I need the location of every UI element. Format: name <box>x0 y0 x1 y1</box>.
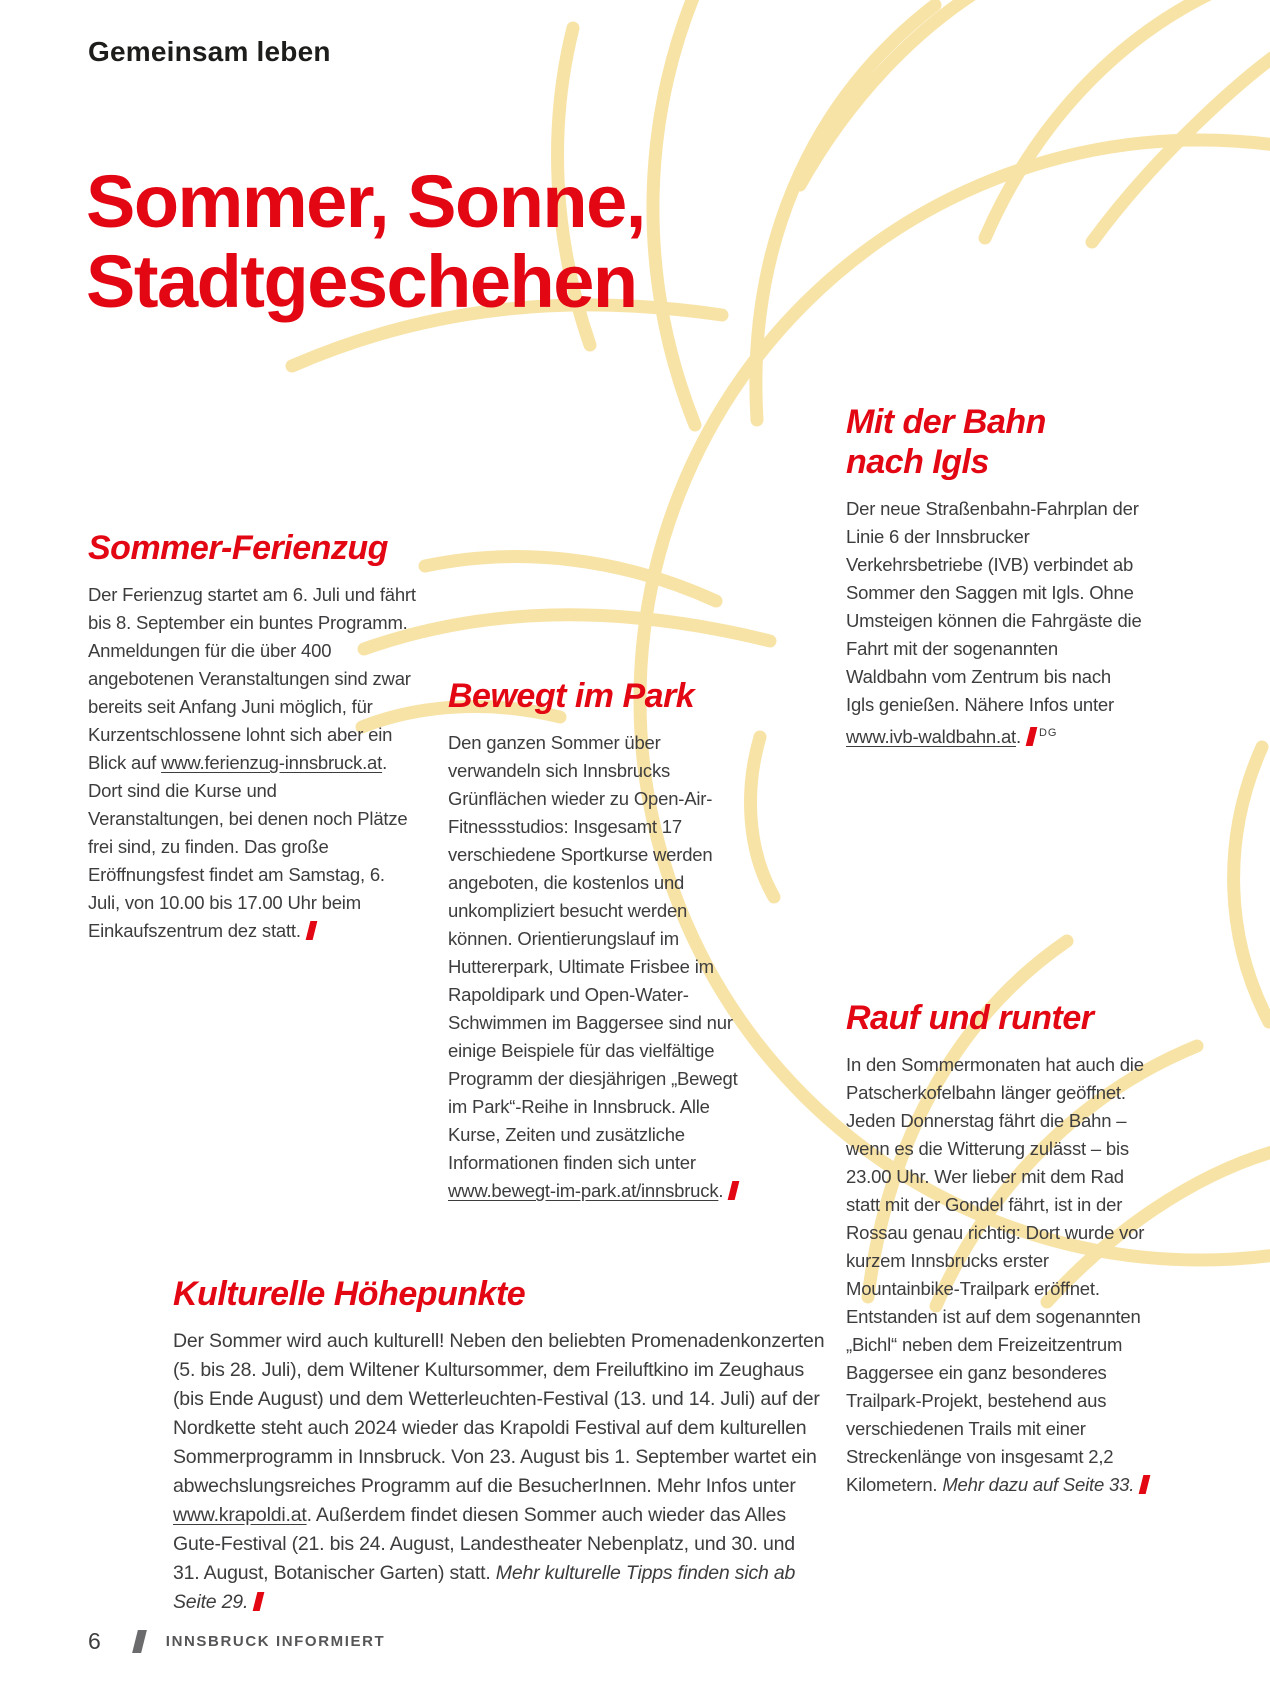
page-footer <box>88 1628 385 1655</box>
body-text: . Dort sind die Kurse und Veranstaltungen, bei denen noch Plätze frei sind, zu finden. Das große Eröffnungsfest findet am Samstag, 6. Juli, von 10.00 bis 17.00 Uhr beim Einkaufszentrum dez statt. <box>88 752 408 941</box>
link-ivb-waldbahn[interactable]: www.ivb-waldbahn.at <box>846 726 1016 747</box>
body-text: . <box>718 1180 724 1201</box>
body-text-italic: Mehr dazu auf Seite 33. <box>942 1474 1135 1495</box>
footer-divider <box>132 1630 147 1653</box>
article-body-bewegt <box>448 729 752 1205</box>
paragraph-end-mark <box>728 1181 740 1200</box>
page-number: 6 <box>88 1628 101 1654</box>
page-title-line1: Sommer, Sonne, <box>86 160 645 243</box>
body-text: Den ganzen Sommer über verwandeln sich Innsbrucks Grünflächen wieder zu Open-Air-Fitnessstudios: Insgesamt 17 verschiedene Sportkurse werden angeboten, die kostenlos und unkompliziert besucht werden können. Orientierungslauf im Huttererpark, Ultimate Frisbee im Rapoldipark und Open-Water-Schwimmen im Baggersee sind nur einige Beispiele für das vielfältige Programm der diesjährigen „Bewegt im Park“-Reihe in Innsbruck. Alle Kurse, Zeiten und zusätzliche Informationen finden sich unter <box>448 732 738 1173</box>
article-mit-der-bahn-nach-igls <box>846 402 1142 751</box>
link-ferienzug-innsbruck[interactable]: www.ferienzug-innsbruck.at <box>161 752 383 773</box>
article-heading-bewegt: Bewegt im Park <box>448 677 695 715</box>
page-title-line2: Stadtgeschehen <box>86 240 637 323</box>
body-text: Der Sommer wird auch kulturell! Neben den beliebten Promenadenkonzerten (5. bis 28. Juli), dem Wiltener Kultursommer, dem Freiluftkino im Zeughaus (bis Ende August) und dem Wetterleuchten-Festival (13. und 14. Juli) auf der Nordkette steht auch 2024 wieder das Krapoldi Festival auf dem kulturellen Sommerprogramm in Innsbruck. Von 23. August bis 1. September wartet ein abwechslungsreiches Programm auf die BesucherInnen. Mehr Infos unter <box>173 1330 825 1497</box>
article-rauf-und-runter <box>846 998 1150 1499</box>
link-bewegt-im-park[interactable]: www.bewegt-im-park.at/innsbruck <box>448 1180 719 1201</box>
article-body-ferienzug <box>88 581 416 945</box>
article-body-bahn <box>846 495 1142 751</box>
article-body-rauf <box>846 1051 1150 1499</box>
body-text: In den Sommermonaten hat auch die Patscherkofelbahn länger geöffnet. Jeden Donnerstag fährt die Bahn – wenn es die Witterung zulässt – bis 23.00 Uhr. Wer lieber mit dem Rad statt mit der Gondel fährt, ist in der Rossau genau richtig: Dort wurde vor kurzem Innsbrucks erster Mountainbike-Trailpark eröffnet. Entstanden ist auf dem sogenannten „Bichl“ neben dem Freizeitzentrum Baggersee ein ganz besonderes Trailpark-Projekt, bestehend aus verschiedenen Trails mit einer Streckenlänge von insgesamt 2,2 Kilometern. <box>846 1054 1145 1495</box>
author-initials: DG <box>1038 727 1058 739</box>
article-heading-bahn <box>846 402 1142 482</box>
article-heading-kultur: Kulturelle Höhepunkte <box>173 1275 526 1313</box>
body-text: Der neue Straßenbahn-Fahrplan der Linie 6 der Innsbrucker Verkehrsbetriebe (IVB) verbindet ab Sommer den Saggen mit Igls. Ohne Umsteigen können die Fahrgäste die Fahrt mit der sogenannten Waldbahn vom Zentrum bis nach Igls genießen. Nähere Infos unter <box>846 498 1142 715</box>
body-text: . Außerdem findet diesen Sommer auch wieder das Alles Gute-Festival (21. bis 24. August, Landestheater Nebenplatz, und 30. und 31. August, Botanischer Garten) statt. <box>173 1504 795 1584</box>
article-heading-ferienzug: Sommer-Ferienzug <box>88 529 388 567</box>
heading-line1: Mit der Bahn <box>846 403 1046 441</box>
article-kulturelle-hoehepunkte <box>173 1274 825 1617</box>
article-heading-rauf: Rauf und runter <box>846 999 1094 1037</box>
article-body-kultur <box>173 1327 825 1617</box>
paragraph-end-mark <box>1139 1475 1151 1494</box>
paragraph-end-mark <box>305 921 317 940</box>
paragraph-end-mark <box>253 1592 265 1611</box>
body-text: Der Ferienzug startet am 6. Juli und fährt bis 8. September ein buntes Programm. Anmeldungen für die über 400 angebotenen Veranstaltungen sind zwar bereits seit Anfang Juni möglich, für Kurzentschlossene lohnt sich aber ein Blick auf <box>88 584 416 773</box>
link-krapoldi[interactable]: www.krapoldi.at <box>173 1504 307 1526</box>
article-bewegt-im-park <box>448 676 752 1205</box>
magazine-name: INNSBRUCK INFORMIERT <box>165 1633 386 1650</box>
page-title <box>86 162 645 322</box>
body-text-italic: Mehr kulturelle Tipps finden sich ab Seite 29. <box>173 1562 796 1613</box>
heading-line2: nach Igls <box>846 443 989 481</box>
body-text: . <box>1015 726 1021 747</box>
section-kicker: Gemeinsam leben <box>88 36 331 67</box>
article-sommer-ferienzug <box>88 528 416 945</box>
paragraph-end-mark <box>1026 727 1038 746</box>
